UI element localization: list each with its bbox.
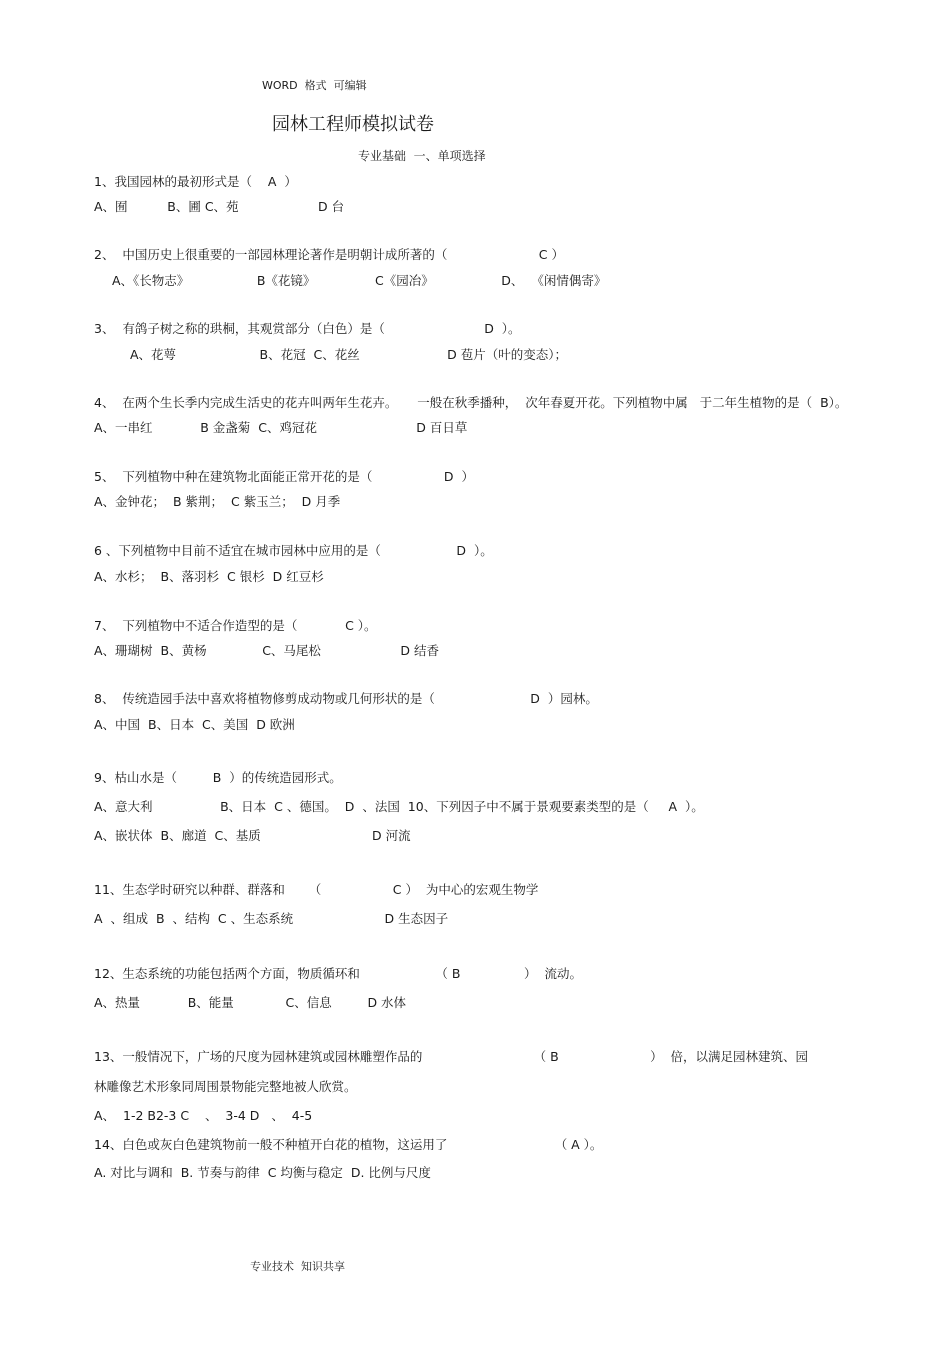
question-line: A、嵌状体 B、廊道 C、基质 D 河流	[94, 828, 411, 843]
question-line: 3、 有鸽子树之称的珙桐，其观赏部分（白色）是（ D ）。	[94, 321, 521, 336]
question-line: A、囿 B、圃 C、苑 D 台	[94, 199, 345, 214]
question-line: 1、我国园林的最初形式是（ A ）	[94, 174, 297, 189]
question-line: A. 对比与调和 B. 节奏与韵律 C 均衡与稳定 D. 比例与尺度	[94, 1165, 431, 1180]
question-line: 9、枯山水是（ B ）的传统造园形式。	[94, 770, 342, 785]
question-line: 8、 传统造园手法中喜欢将植物修剪成动物或几何形状的是（ D ）园林。	[94, 691, 598, 706]
question-line: A、珊瑚树 B、黄杨 C、马尾松 D 结香	[94, 643, 439, 658]
question-line: 4、 在两个生长季内完成生活史的花卉叫两年生花卉。 一般在秋季播种， 次年春夏开花。下列植物中属 于二年生植物的是（ B）。	[94, 395, 848, 410]
question-line: 12、生态系统的功能包括两个方面，物质循环和 （ B ） 流动。	[94, 966, 582, 981]
question-line: A、意大利 B、日本 C 、德国。 D 、法国 10、下列因子中不属于景观要素类型的是（ A ）。	[94, 799, 704, 814]
question-line: A、水杉； B、落羽杉 C 银杉 D 红豆杉	[94, 569, 324, 584]
question-line: 13、一般情况下，广场的尺度为园林建筑或园林雕塑作品的 （ B ） 倍，以满足园林建筑、园	[94, 1049, 809, 1064]
question-line: 2、 中国历史上很重要的一部园林理论著作是明朝计成所著的（ C ）	[94, 247, 564, 262]
question-line: A、《长物志》 B《花镜》 C《园冶》 D、 《闲情偶寄》	[112, 273, 607, 288]
question-line: A、中国 B、日本 C、美国 D 欧洲	[94, 717, 295, 732]
question-line: 14、白色或灰白色建筑物前一般不种植开白花的植物，这运用了 （ A ）。	[94, 1137, 603, 1152]
question-line: 5、 下列植物中种在建筑物北面能正常开花的是（ D ）	[94, 469, 474, 484]
question-line: A、热量 B、能量 C、信息 D 水体	[94, 995, 407, 1010]
page-footer: 专业技术 知识共享	[250, 1260, 345, 1273]
question-line: A、一串红 B 金盏菊 C、鸡冠花 D 百日草	[94, 420, 468, 435]
question-line: 6 、下列植物中目前不适宜在城市园林中应用的是（ D ）。	[94, 543, 493, 558]
page-header: WORD 格式 可编辑	[262, 79, 367, 92]
question-line: 11、生态学时研究以种群、群落和 （ C ） 为中心的宏观生物学	[94, 882, 539, 897]
question-line: A 、组成 B 、结构 C 、生态系统 D 生态因子	[94, 911, 449, 926]
question-line: A、花萼 B、花冠 C、花丝 D 苞片（叶的变态）；	[130, 347, 568, 362]
question-line: 林雕像艺术形象同周围景物能完整地被人欣赏。	[94, 1079, 357, 1094]
page-title: 园林工程师模拟试卷	[272, 114, 434, 135]
question-line: A、金钟花； B 紫荆； C 紫玉兰； D 月季	[94, 494, 341, 509]
section-subtitle: 专业基础 一、单项选择	[358, 149, 486, 163]
question-line: A、 1-2 B2-3 C 、 3-4 D 、 4-5	[94, 1108, 313, 1123]
question-line: 7、 下列植物中不适合作造型的是（ C ）。	[94, 618, 377, 633]
